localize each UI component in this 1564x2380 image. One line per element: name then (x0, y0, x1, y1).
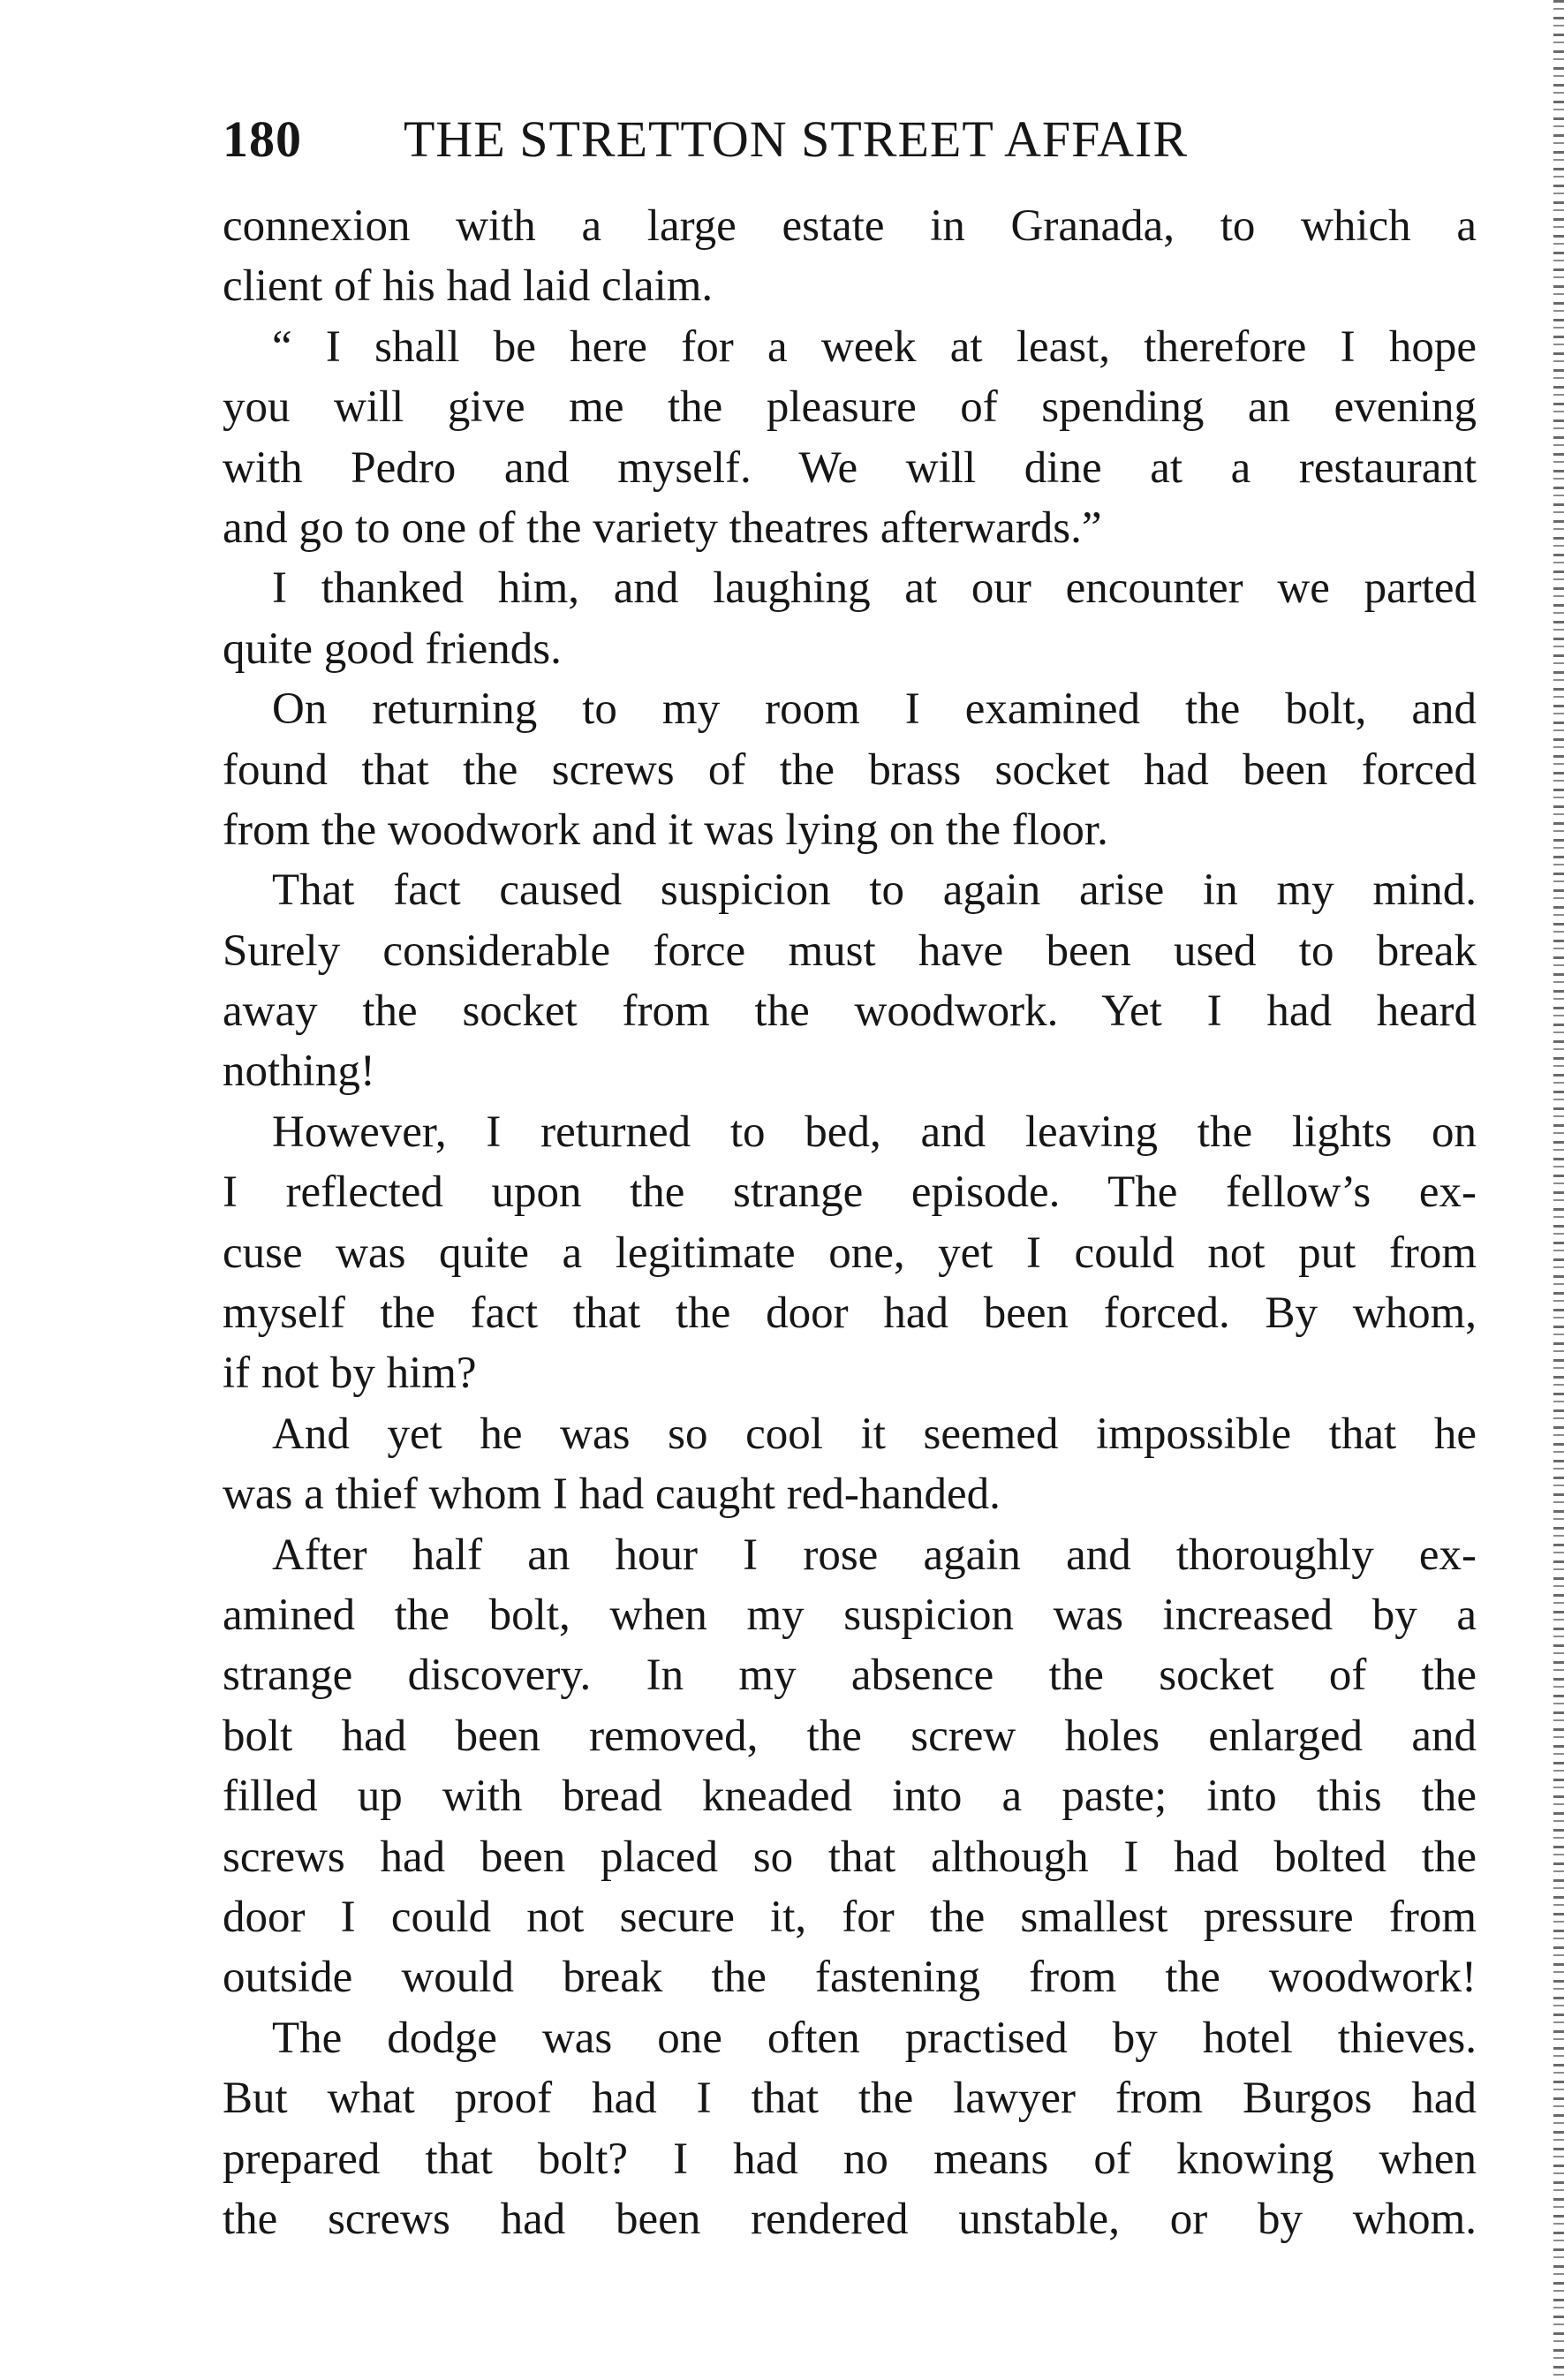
text-line: screws had been placed so that although I had bolted the (223, 1832, 1477, 1882)
text-line: And yet he was so cool it seemed impossible that he (272, 1409, 1477, 1459)
text-line: found that the screws of the brass socket had been forced (223, 744, 1477, 795)
text-line: However, I returned to bed, and leaving the lights on (272, 1107, 1477, 1157)
text-line: away the socket from the woodwork. Yet I had heard (223, 986, 1477, 1037)
running-head (223, 104, 1477, 175)
text-line: door I could not secure it, for the smallest pressure from (223, 1892, 1477, 1942)
body-text (223, 196, 1477, 2249)
text-line: nothing! (223, 1046, 375, 1097)
text-line: was a thief whom I had caught red-handed. (223, 1470, 1001, 1520)
book-title: THE STRETTON STREET AFFAIR (404, 110, 1189, 168)
text-line: the screws had been rendered unstable, or by whom. (223, 2194, 1477, 2244)
text-line: bolt had been removed, the screw holes enlarged and (223, 1711, 1477, 1761)
text-line: amined the bolt, when my suspicion was increased by a (223, 1590, 1477, 1640)
text-line: filled up with bread kneaded into a paste; into this the (223, 1772, 1477, 1822)
text-line: outside would break the fastening from the woodwork! (223, 1953, 1477, 2003)
text-line: The dodge was one often practised by hotel thieves. (272, 2013, 1477, 2063)
page-number: 180 (223, 110, 302, 168)
text-line: client of his had laid claim. (223, 261, 714, 312)
text-line: quite good friends. (223, 623, 562, 674)
text-line: prepared that bolt? I had no means of knowing when (223, 2134, 1477, 2184)
text-line: with Pedro and myself. We will dine at a restaurant (223, 442, 1477, 493)
text-line: if not by him? (223, 1349, 477, 1399)
text-line: After half an hour I rose again and thoroughly ex- (272, 1530, 1477, 1580)
text-line: That fact caused suspicion to again arise in my mind. (272, 865, 1477, 916)
text-line: I thanked him, and laughing at our encounter we parted (272, 563, 1477, 614)
text-line: I reflected upon the strange episode. The fellow’s ex- (223, 1167, 1477, 1218)
page-edge-shadow (1553, 0, 1564, 2380)
text-line: “ I shall be here for a week at least, therefore I hope (272, 321, 1477, 372)
text-line: cuse was quite a legitimate one, yet I could not put from (223, 1228, 1477, 1278)
text-line: connexion with a large estate in Granada, to which a (223, 201, 1477, 251)
text-line: from the woodwork and it was lying on the floor. (223, 805, 1108, 855)
text-line: On returning to my room I examined the bolt, and (272, 684, 1477, 735)
text-line: Surely considerable force must have been used to break (223, 926, 1477, 976)
text-line: strange discovery. In my absence the socket of the (223, 1651, 1477, 1701)
text-line: myself the fact that the door had been forced. By whom, (223, 1288, 1477, 1339)
text-line: But what proof had I that the lawyer from Burgos had (223, 2074, 1477, 2124)
text-line: and go to one of the variety theatres afterwards.” (223, 502, 1102, 553)
text-line: you will give me the pleasure of spending an evening (223, 382, 1477, 433)
